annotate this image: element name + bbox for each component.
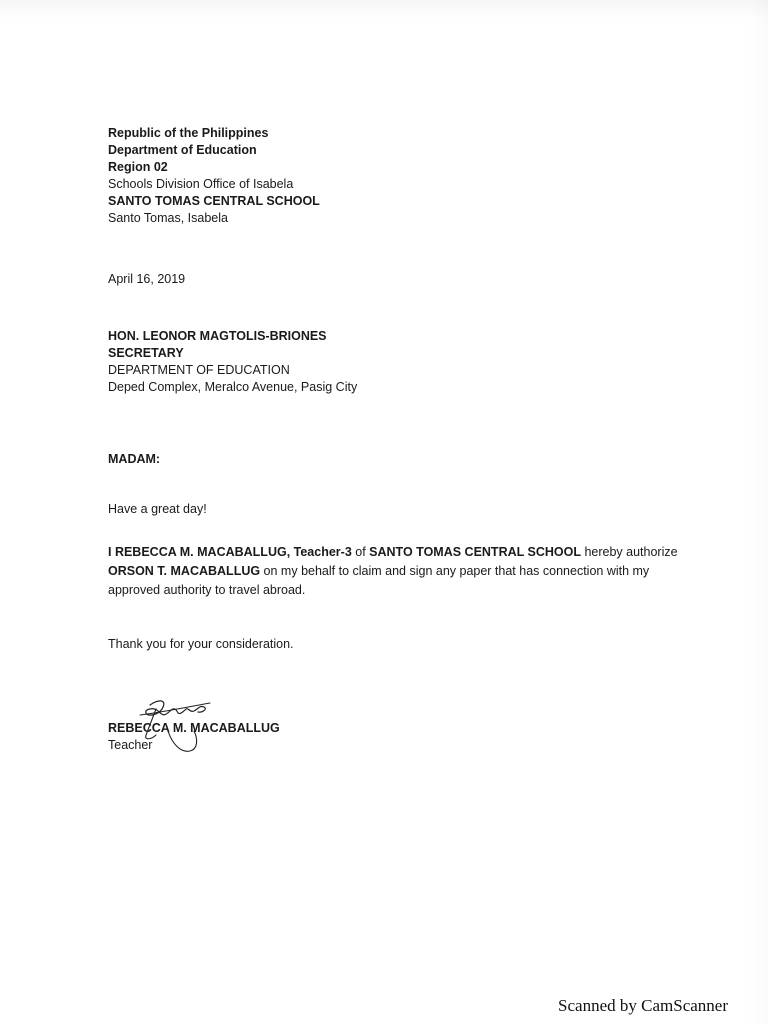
body-author: I REBECCA M. MACABALLUG, Teacher-3 [108,545,352,559]
scan-top-shadow [0,0,768,20]
body-purpose: on my behalf to claim and sign any paper that has connection with my approved authority to travel abroad. [108,564,650,597]
body-authorized-person: ORSON T. MACABALLUG [108,564,261,578]
signatory-name: REBECCA M. MACABALLUG [108,721,280,735]
salutation: MADAM: [108,452,161,466]
letterhead-division: Schools Division Office of Isabela [108,177,294,191]
recipient-office: DEPARTMENT OF EDUCATION [108,363,290,377]
recipient-title: SECRETARY [108,346,184,360]
camscanner-watermark: Scanned by CamScanner [558,996,728,1015]
letterhead-country: Republic of the Philippines [108,126,269,140]
body-school: SANTO TOMAS CENTRAL SCHOOL [369,545,581,559]
letter-date: April 16, 2019 [108,272,186,286]
greeting: Have a great day! [108,502,207,516]
letter-body [108,543,698,600]
body-authorize: hereby authorize [580,545,678,559]
body-of: of [351,545,370,559]
recipient-address: Deped Complex, Meralco Avenue, Pasig City [108,380,358,394]
closing: Thank you for your consideration. [108,637,294,651]
recipient-name: HON. LEONOR MAGTOLIS-BRIONES [108,329,327,343]
recipient-block [108,328,357,396]
letterhead-address: Santo Tomas, Isabela [108,211,228,225]
scan-edge-shadow [748,0,768,1024]
letterhead-school: SANTO TOMAS CENTRAL SCHOOL [108,194,320,208]
letterhead [108,125,698,227]
letterhead-department: Department of Education [108,143,257,157]
signatory-position: Teacher [108,738,153,752]
handwritten-signature [128,695,218,761]
letterhead-region: Region 02 [108,160,168,174]
